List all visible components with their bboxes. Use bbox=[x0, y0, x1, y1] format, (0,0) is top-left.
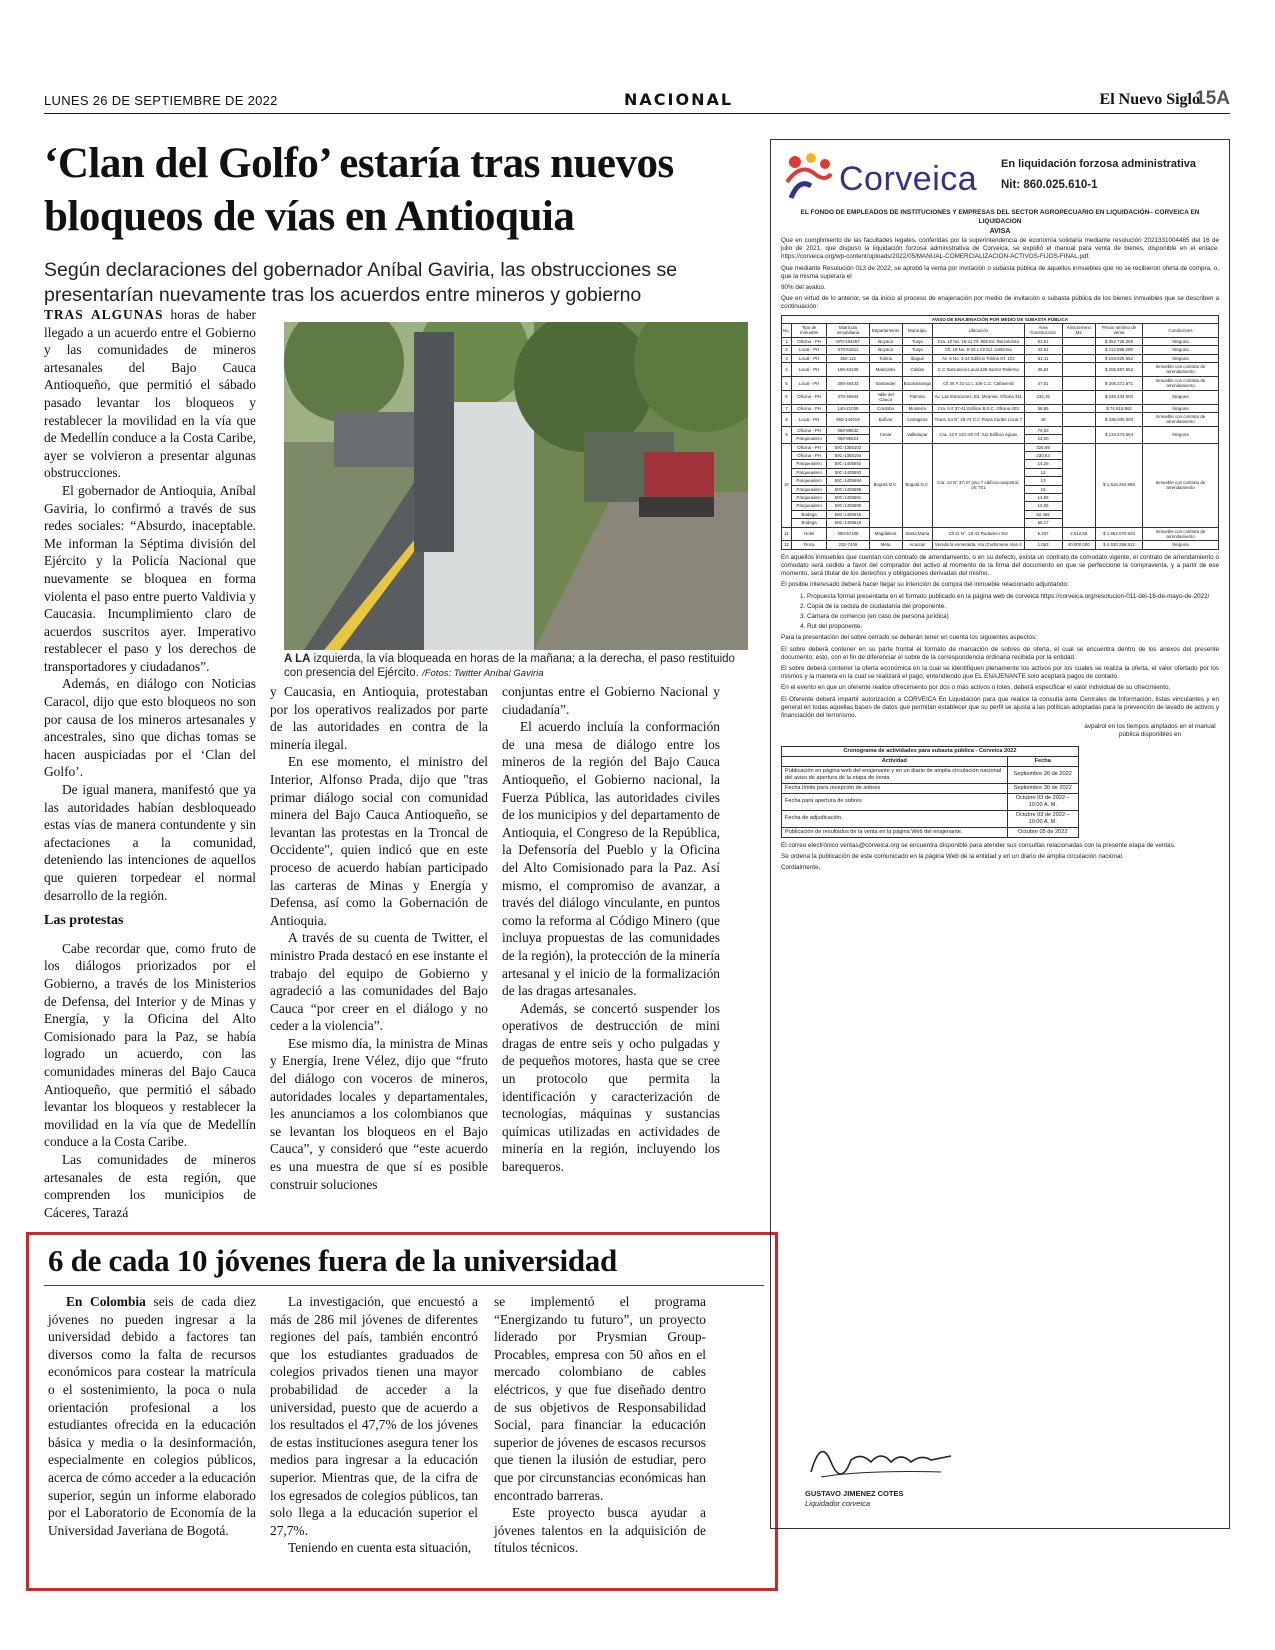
table-cell: Cesar bbox=[869, 426, 902, 443]
list-item: 4. Rut del proponente. bbox=[807, 623, 1219, 631]
table-cell: 74,63 bbox=[1024, 426, 1062, 434]
article-deck: Según declaraciones del gobernador Aníbal Gaviria, las obstrucciones se presentarían nuevamente tras los acuerdos entre mineros y gobierno bbox=[44, 259, 678, 306]
table-cell: 2 bbox=[782, 346, 792, 354]
table-cell: Hotel bbox=[791, 527, 827, 541]
table-cell: 050-95532 bbox=[827, 426, 869, 434]
table-cell: Santander bbox=[869, 376, 902, 390]
schedule-table: Cronograma de actividades para subasta pública - Corveica 2022 Actividad Fecha Publicación en página web del enajenante y en un diario de amplia circulación nacional del aviso de apertura de la etapa de venta Septiembre 26 de 2022 Fecha límite para recepción de sobres Septiembre 30 de 2022 Fecha para apertura de sobres Octubre 03 de 2022 – 10:00 A. M. Fecha de adjudicación. Octubre 03 de 2022 – 10:00 A. M. Publicación de resultados de la venta en la página Web del enajenante. Octubre 05 de 2022 bbox=[781, 746, 1079, 838]
paragraph: TRAS ALGUNAS horas de haber llegado a un acuerdo entre el Gobierno y las comunidades de mineros artesanales del Bajo Cauca Antioqueño, que permitió el sábado pasado levantar los bloqueos y restablecer la movilidad en la vía que de Medellín conduce a la Costa Caribe, ayer se volvieron a presentar algunas obstrucciones. bbox=[44, 307, 256, 481]
table-row bbox=[782, 346, 1219, 354]
table-cell: 50C-1355104 bbox=[827, 451, 869, 459]
table-cell: 5 bbox=[782, 376, 792, 390]
table-header-cell: Matrícula inmobiliaria bbox=[827, 324, 869, 338]
table-cell: 33,61 bbox=[1024, 346, 1062, 354]
article-column-3 bbox=[502, 683, 720, 1176]
table-cell: Cra. 6 # 37-41 Edificio B.S.C. Oficina 403 bbox=[932, 404, 1024, 412]
table-cell: 230,63 bbox=[1024, 451, 1062, 459]
table-cell: 50C-1405595 bbox=[827, 485, 869, 493]
table-cell: 080-57108 bbox=[827, 527, 869, 541]
table-cell: 50C-1405592 bbox=[827, 460, 869, 468]
table-cell: 14,55 bbox=[1024, 493, 1062, 501]
signer-role: Liquidador corveica bbox=[805, 1499, 871, 1508]
activity-cell: Fecha límite para recepción de sobres bbox=[782, 783, 1008, 793]
paragraph: De igual manera, manifestó que ya las autoridades habían desbloqueado estas vías de manera contundente y sin afectaciones a la comunidad, deteniendo las intenciones de aquellos que quieren torpedear el normal desarrollo de la región. bbox=[44, 782, 256, 903]
table-cell: Palmira bbox=[902, 390, 932, 404]
table-row bbox=[782, 354, 1219, 362]
table-header-cell: Precio mínimo de venta bbox=[1096, 324, 1143, 338]
table-cell: 13 bbox=[1024, 468, 1062, 476]
liquidation-status: En liquidación forzosa administrativa bbox=[1001, 158, 1196, 170]
road-blockade-photo bbox=[284, 322, 748, 650]
paragraph: Además, en diálogo con Noticias Caracol, dijo que esto bloqueos no son por causa de los mineros artesanales y ancestrales, sino que dichas tomas se hacen auspiciadas por el ‘Clan del Golfo’. bbox=[44, 676, 256, 780]
article2-column-2 bbox=[270, 1293, 478, 1557]
table-cell: Manizales bbox=[869, 363, 902, 377]
table-row bbox=[782, 766, 1079, 783]
activity-cell: Publicación en página web del enajenante y en un diario de amplia circulación nacional del aviso de apertura de la etapa de venta bbox=[782, 766, 1008, 783]
table-cell: Parqueadero bbox=[791, 435, 827, 443]
table-cell: 378-46844 bbox=[827, 390, 869, 404]
table-cell: $ 112.996.209 bbox=[1096, 346, 1143, 354]
paragraph: Teniendo en cuenta esta situación, bbox=[288, 1540, 472, 1556]
entity-name: EL FONDO DE EMPLEADOS DE INSTITUCIONES Y EMPRESAS DEL SECTOR AGROPECUARIO EN LIQUIDACIÓN– CORVEICA EN LIQUIDACION bbox=[800, 209, 1200, 225]
table-cell: Oficina - PH bbox=[791, 443, 827, 451]
table-cell: 50C-1405615 bbox=[827, 510, 869, 518]
table-cell: Oficina - PH bbox=[791, 451, 827, 459]
table-cell bbox=[1062, 426, 1096, 443]
table-cell: Santa Marta bbox=[902, 527, 932, 541]
table-row bbox=[782, 827, 1079, 837]
table-cell bbox=[1062, 412, 1096, 426]
list-item: 1. Propuesta formal presentada en el formato publicado en la página web de corveica https://corveica.org/resolucion-011-del-16-de-mayo-de-2022/ bbox=[807, 593, 1219, 601]
table-cell: 50C-1405594 bbox=[827, 477, 869, 485]
paragraph: En ese momento, el ministro del Interior, Alfonso Prada, dijo que "tras primar diálogo social con comunidad minera del Bajo Cauca Antioqueño, se levantan las protestas en la Troncal de Occidente", quien indicó que en este proceso de acuerdo habían participado las carteras de Minas y Energía y Defensa, así como la Gobernación de Antioquia. bbox=[270, 754, 488, 928]
corveica-logo: Corveica bbox=[839, 160, 978, 198]
table-cell: 47,51 bbox=[1024, 376, 1062, 390]
table-cell: Inmueble con contrato de arrendamiento bbox=[1142, 376, 1218, 390]
table-cell: $ 1.652.070.833 bbox=[1096, 527, 1143, 541]
table-cell: 50C-1405590 bbox=[827, 502, 869, 510]
table-cell bbox=[1062, 363, 1096, 377]
table-cell: Tolima bbox=[869, 354, 902, 362]
table-cell: Cll 36 # 31-11 L 106 C.C. Cañaveral bbox=[932, 376, 1024, 390]
table-cell: 60,17 bbox=[1024, 519, 1062, 527]
newspaper-brand: El Nuevo Siglo bbox=[1099, 91, 1200, 108]
table-cell: Bodega bbox=[791, 510, 827, 518]
table-cell: Av. Las Estaciones, Ed. Miramar, Oficina 311 bbox=[932, 390, 1024, 404]
table-cell: 50C-1355103 bbox=[827, 443, 869, 451]
date-cell: Septiembre 30 de 2022 bbox=[1007, 783, 1078, 793]
table-cell: Acacías bbox=[902, 541, 932, 549]
table-cell: 2.512,55 bbox=[1062, 527, 1096, 541]
table-header-cell: Municipio bbox=[902, 324, 932, 338]
paragraph: Cabe recordar que, como fruto de los diálogos priorizados por el Gobierno, a través de los Ministerios de Defensa, del Interior y de Minas y Energía, y la Oficina del Alto Comisionado para la Paz, se había logrado un acuerdo, con las comunidades mineras del Bajo Cauca Antioqueño, que permitió el sábado levantar los bloqueos y restablecer la movilidad en la vía que de Medellín conduce a la Costa Caribe. bbox=[44, 940, 256, 1150]
page-header bbox=[44, 90, 1230, 114]
table-header-cell: No. bbox=[782, 324, 792, 338]
table-cell: 232-7449 bbox=[827, 541, 869, 549]
ad-paragraph: El correo electrónico ventas@corveica.org se encuentra disponible para atender sus consultas relacionadas con la presente etapa de ventas. bbox=[781, 841, 1176, 849]
date-cell: Octubre 03 de 2022 – 10:00 A. M. bbox=[1007, 793, 1078, 810]
article-photo bbox=[284, 322, 748, 650]
table-cell: Córdoba bbox=[869, 404, 902, 412]
table-cell: 13 bbox=[1024, 477, 1062, 485]
paragraph: Ese mismo día, la ministra de Minas y Energía, Irene Vélez, dijo que “fruto del diálogo con voceros de mineros, autoridades locales y departamentales, les anunciamos a los colombianos que se levantan los bloqueos en el Bajo Cauca”, y consideró que “este acuerdo es una muestra de que sí es posible construir soluciones bbox=[270, 1035, 488, 1192]
table-cell: Ninguna bbox=[1142, 541, 1218, 549]
table-cell: Ninguna bbox=[1142, 404, 1218, 412]
paragraph: Además, se concertó suspender los operativos de destrucción de mini dragas de entre seis y ocho pulgadas y de pequeños motores, hasta que se cree un protocolo que permita la identificación y caracterización de tecnologías, máquinas y sustancias químicas utilizadas en actividades de minería en la región, incluyendo los barequeros. bbox=[502, 1000, 720, 1175]
table-cell: Meta bbox=[869, 541, 902, 549]
page-number: 15A bbox=[1195, 88, 1230, 109]
table-cell: Caldas bbox=[902, 363, 932, 377]
list-item: 2. Copia de la cedula de ciudadanía del proponente. bbox=[807, 603, 1219, 611]
subheading: Las protestas bbox=[44, 913, 124, 929]
table-cell: Local - PH bbox=[791, 346, 827, 354]
table-cell: Cra. 14 # 13C-60 Of. 311 Edificio Aguas bbox=[932, 426, 1024, 443]
table-cell: 50C-1405616 bbox=[827, 519, 869, 527]
table-row bbox=[782, 783, 1079, 793]
table-cell: Local - PH bbox=[791, 363, 827, 377]
table-cell: 61,11 bbox=[1024, 354, 1062, 362]
table-cell: 61,51 bbox=[1024, 337, 1062, 345]
table-row bbox=[782, 793, 1079, 810]
table-cell: Oficina - PH bbox=[791, 426, 827, 434]
paragraph: Las comunidades de mineros artesanales de esta región, que comprenden los municipios de Cáceres, Tarazá bbox=[44, 1151, 256, 1220]
table-title: AVISO DE ENAJENACIÓN POR MEDIO DE SUBASTA PÚBLICA bbox=[782, 315, 1219, 323]
table-cell: Bogotá D.C. bbox=[902, 443, 932, 527]
table-cell: Cra. 10 No. 16-11 Of. 805 Ed. Barcelonita bbox=[932, 337, 1024, 345]
table-cell: Finca bbox=[791, 541, 827, 549]
table-cell: 10 bbox=[782, 443, 792, 527]
table-cell: Cartagena bbox=[902, 412, 932, 426]
property-table bbox=[781, 315, 1219, 550]
issue-date: LUNES 26 DE SEPTIEMBRE DE 2022 bbox=[44, 93, 278, 108]
ad-paragraph: Se ordena la publicación de este comunicado en la página Web de la entidad y en un diario de amplia circulación nacional. bbox=[781, 852, 1124, 860]
article2-column-3 bbox=[494, 1293, 706, 1557]
paragraph: se implementó el programa “Energizando tu futuro”, un proyecto liderado por Prysmian Group- Procables, empresa con 50 años en el mercado colombiano de cables eléctricos, y que fue diseñado dentro de sus objetivos de Responsabilidad Social, para financiar la educación superior de jóvenes de escasos recursos que tienen la ilusión de estudiar, pero que por circunstancias económicas han encontrado barreras. bbox=[494, 1294, 706, 1503]
table-row bbox=[782, 426, 1219, 434]
table-cell: Parqueadero bbox=[791, 477, 827, 485]
ad-paragraph: avpalrol en los tiempos amplados en el manual pública disponibles en bbox=[1084, 723, 1216, 739]
ad-paragraph: Que en cumplimiento de las facultades legales, conferidas por la superintendencia de economía solidaria mediante resolución 2021331004485 del 16 de julio de 2021, que dispuso la liquidación forzosa administrativa de Corveica, se expidió el manual para venta de bienes, disponible en el enlace: https://corveica.org/wp-content/uploads/2022/05/MANUAL-COMERCIALIZACION-ACTIVOS-FIJOS-FINAL.pdf. bbox=[781, 237, 1219, 261]
article-column-1 bbox=[44, 306, 256, 1221]
table-cell: $ 4.530.256.912 bbox=[1096, 541, 1143, 549]
table-cell: $ 245.434.000 bbox=[1096, 390, 1143, 404]
table-cell bbox=[1062, 337, 1096, 345]
table-cell: 12,05 bbox=[1024, 502, 1062, 510]
table-cell: $ 206.271.571 bbox=[1096, 376, 1143, 390]
table-cell: Boyacá bbox=[869, 337, 902, 345]
table-cell: $ 206.357.652 bbox=[1096, 363, 1143, 377]
activity-cell: Fecha de adjudicación. bbox=[782, 810, 1008, 827]
ad-paragraph: En aquellos inmuebles que cuentan con contrato de arrendamiento, o en su defecto, exista un contrato de comodato vigente, el contrato de arrendamiento o comodato será cedido a favor del comprador del activo al momento de la firma del documento en que se perfeccione la compraventa, y a partir de ese momento, será titular de los derechos y obligaciones derivadas del mismo. bbox=[781, 553, 1219, 578]
photo-caption: A LA izquierda, la vía bloqueada en horas de la mañana; a la derecha, el paso restituido con presencia del Ejército. /Fotos: Twitter Aníbal Gaviria bbox=[284, 653, 735, 679]
ad-paragraph: Que en virtud de lo anterior, se da inicio al proceso de enajenación por medio de invitación o subasta pública de los bienes inmuebles que se describen a continuación: bbox=[781, 295, 1219, 311]
article2-headline: 6 de cada 10 jóvenes fuera de la universidad bbox=[48, 1243, 617, 1278]
table-row bbox=[782, 810, 1079, 827]
table-cell: 1 bbox=[782, 337, 792, 345]
table-cell: 12 bbox=[782, 541, 792, 549]
table-cell: 060-144019 bbox=[827, 412, 869, 426]
paragraph: conjuntas entre el Gobierno Nacional y ciudadanía”. bbox=[502, 684, 720, 717]
table-cell: Parqueadero bbox=[791, 502, 827, 510]
table-cell: 1.063 bbox=[1024, 541, 1062, 549]
table-cell: 4 bbox=[782, 363, 792, 377]
table-cell: 36,84 bbox=[1024, 363, 1062, 377]
table-cell bbox=[1062, 443, 1096, 527]
paragraph: El gobernador de Antioquia, Aníbal Gaviria, lo confirmó a través de sus redes sociales: “Absurdo, inaceptable. Me informan la Séptima división del Ejército y la Policía Nacional que nuevamente se bloquea en forma violenta el paso entre puerto Valdivia y Caucasia. Incumplimiento claro de acuerdos suscritos ayer. Imperativo restablecer el paso y los derechos de transportadores y ciudadanos”. bbox=[44, 482, 256, 674]
table-row bbox=[782, 337, 1219, 345]
table-cell: Local - PH bbox=[791, 376, 827, 390]
date-cell: Septiembre 26 de 2022 bbox=[1007, 766, 1078, 783]
ad-paragraph: Para la presentación del sobre cerrado se deberán tener en cuenta los siguientes aspectos: bbox=[781, 634, 1037, 642]
table-cell: Parqueadero bbox=[791, 493, 827, 501]
paragraph: El acuerdo incluía la conformación de una mesa de diálogo entre los mineros de la región del Bajo Cauca Antioqueño, el Gobierno nacional, la Fuerza Pública, las autoridades civiles de los municipios y del departamento de Antioquia, el Congreso de la República, la Defensoría del Pueblo y la Oficina del Alto Comisionado para la Paz. Así mismo, el compromiso de avanzar, a través del diálogo vinculante, en puntos como la reforma al Código Minero (que incluya propuestas de las comunidades de la región), la protección de la minería artesanal y el inicio de la formalización de las dragas artesanales. bbox=[502, 719, 720, 999]
schedule-title: Cronograma de actividades para subasta pública - Corveica 2022 bbox=[782, 746, 1079, 756]
table-cell: Oficina - PH bbox=[791, 337, 827, 345]
table-cell: 48 bbox=[1024, 412, 1062, 426]
table-cell: Montería bbox=[902, 404, 932, 412]
table-cell: Tunja bbox=[902, 337, 932, 345]
table-cell: Bogotá D.C. bbox=[869, 443, 902, 527]
corveica-logo-icon bbox=[781, 152, 835, 202]
table-row bbox=[782, 443, 1219, 451]
table-cell bbox=[1062, 346, 1096, 354]
table-cell: Vereda la esmeralda, Via Chichimene Alan 4 bbox=[932, 541, 1024, 549]
table-cell: 070-194267 bbox=[827, 337, 869, 345]
table-cell: Bucaramanga bbox=[902, 376, 932, 390]
table-cell: Tunja bbox=[902, 346, 932, 354]
table-cell: 3 bbox=[782, 354, 792, 362]
table-cell: 300-46433 bbox=[827, 376, 869, 390]
table-cell: 13,00 bbox=[1024, 435, 1062, 443]
table-cell: Parqueadero bbox=[791, 468, 827, 476]
paragraph: y Caucasia, en Antioquia, protestaban por los operativos realizados por parte de las autoridades en contra de la minería ilegal. bbox=[270, 684, 488, 752]
table-cell: 50C-1405593 bbox=[827, 468, 869, 476]
date-cell: Octubre 03 de 2022 – 10:00 A. M. bbox=[1007, 810, 1078, 827]
table-cell: 56,85 bbox=[1024, 404, 1062, 412]
activity-cell: Fecha para apertura de sobres bbox=[782, 793, 1008, 810]
table-cell: 62,466 bbox=[1024, 510, 1062, 518]
table-cell: Inmueble con contrato de arrendamiento bbox=[1142, 412, 1218, 426]
table-cell: Parqueadero bbox=[791, 460, 827, 468]
table-cell bbox=[1062, 354, 1096, 362]
table-cell: Trans. 54 N° 25-74 C.C Plaza Caribe Local 7 bbox=[932, 412, 1024, 426]
table-cell: Inmueble con contrato de arrendamiento bbox=[1142, 443, 1218, 527]
section-name: NACIONAL bbox=[624, 90, 734, 109]
ad-logo-block bbox=[781, 148, 1219, 204]
signer-name: GUSTAVO JIMENEZ COTES bbox=[805, 1489, 904, 1498]
paragraph: A través de su cuenta de Twitter, el ministro Prada destacó en ese instante el trabajo del equipo de Gobierno y agradeció a las comunidades del Bajo Cauca “por creer en el diálogo y no ceder a la violencia”. bbox=[270, 930, 488, 1034]
activity-cell: Publicación de resultados de la venta en la página Web del enajenante. bbox=[782, 827, 1008, 837]
table-cell: Magdalena bbox=[869, 527, 902, 541]
ad-paragraph: En el evento en que un oferente realice ofrecimiento por dos o más activos o lotes, deberá especificar el valor individual de su ofrecimiento. bbox=[781, 684, 1171, 692]
table-cell: 50C-1405591 bbox=[827, 493, 869, 501]
paragraph: En Colombia seis de cada diez jóvenes no pueden ingresar a la universidad debido a factores tan diversos como la falta de recursos económicos para costear la matrícula o el sostenimiento, la poca o nula orientación profesional a los estudiantes ofrecida en la educación básica y media o la desinformación, especialmente en colegios públicos, acerca de cómo acceder a la educación superior, según un informe elaborado por el Laboratorio de Economía de la Universidad Javeriana de Bogotá. bbox=[48, 1294, 256, 1538]
table-cell: Oficina - PH bbox=[791, 390, 827, 404]
ad-paragraph: El Oferente deberá impartir autorización a CORVEICA En Liquidación para que realice la consulta ante Centrales de Información, listas vinculantes y en general en todas aquellas bases de datos que permitan establecer que su perfil se ajusta a las políticas adoptadas para la prevención de lavado de activos y financiación del terrorismo. bbox=[781, 695, 1219, 720]
ad-paragraph: 90% del avalúo. bbox=[781, 284, 826, 292]
table-cell: 6 bbox=[782, 390, 792, 404]
photo-credit: /Fotos: Twitter Aníbal Gaviria bbox=[422, 668, 544, 679]
table-cell: 050-95524 bbox=[827, 435, 869, 443]
avisa-label: AVISA bbox=[989, 228, 1011, 235]
divider bbox=[44, 1285, 764, 1286]
table-cell: 232,15 bbox=[1024, 390, 1062, 404]
table-cell: 15 bbox=[1024, 485, 1062, 493]
table-cell: 14,25 bbox=[1024, 460, 1062, 468]
lead-in: En Colombia bbox=[66, 1294, 146, 1309]
ad-paragraph: Cordialmente, bbox=[781, 864, 821, 872]
table-cell: Bolívar bbox=[869, 412, 902, 426]
corveica-notice bbox=[770, 139, 1230, 1529]
table-cell: 7 bbox=[782, 404, 792, 412]
signature-image bbox=[801, 1432, 961, 1492]
table-row bbox=[782, 363, 1219, 377]
table-header-cell: Ubicación bbox=[932, 324, 1024, 338]
table-cell: C.C Sancancio Local 328 Sector Palermo bbox=[932, 363, 1024, 377]
table-cell: Ninguna bbox=[1142, 390, 1218, 404]
table-cell: Ninguna bbox=[1142, 337, 1218, 345]
table-row bbox=[782, 541, 1219, 549]
date-cell: Octubre 05 de 2022 bbox=[1007, 827, 1078, 837]
table-cell: Local - PH bbox=[791, 354, 827, 362]
ad-paragraph: El posible interesado deberá hacer llegar su intención de compra del inmueble relacionado adjuntando: bbox=[781, 581, 1069, 589]
table-cell: 9 bbox=[782, 426, 792, 443]
table-cell: Ninguna bbox=[1142, 346, 1218, 354]
table-cell: $ 74.615.962 bbox=[1096, 404, 1143, 412]
table-cell: 326,68 bbox=[1024, 443, 1062, 451]
table-cell: Oficina - PH bbox=[791, 404, 827, 412]
requirements-list bbox=[807, 593, 1219, 632]
paragraph: Este proyecto busca ayudar a jóvenes talentos en la adquisición de títulos técnicos. bbox=[494, 1505, 706, 1556]
table-cell: Boyacá bbox=[869, 346, 902, 354]
table-row bbox=[782, 412, 1219, 426]
ad-paragraph: El sobre deberá contener la oferta económica en la cual se identifiquen plenamente los activos por los cuales se realiza la oferta, el valor ofertado por los mismos y la manera en la cual se realizará el pago, entendiendo que EL ENAJENANTE solo aceptará pagos de contado. bbox=[781, 665, 1219, 681]
paragraph: La investigación, que encuestó a más de 286 mil jóvenes de diferentes regiones del país, también encontró que los estudiantes graduados de colegios privados tienen una mayor probabilidad de acceder a la universidad, puesto que de acuerdo a los resultados el 47,7% de los jóvenes de estas instituciones asegura tener los medios para ingresar a la educación superior. Mientras que, de la cifra de los egresados de colegios públicos, tan solo llega a la educación superior el 27,7%. bbox=[270, 1294, 478, 1538]
table-cell bbox=[1062, 404, 1096, 412]
table-cell: Local - PH bbox=[791, 412, 827, 426]
table-cell: $ 1.616.254.995 bbox=[1096, 443, 1143, 527]
article-column-2 bbox=[270, 683, 488, 1193]
table-header-cell: Área Construcción bbox=[1024, 324, 1062, 338]
table-cell: 8 bbox=[782, 412, 792, 426]
table-cell: Cra. 13 N° 37-37 piso 7 edificio cavipetrol, ofc 701 bbox=[932, 443, 1024, 527]
table-cell: 5.337 bbox=[1024, 527, 1062, 541]
table-cell: 100-43109 bbox=[827, 363, 869, 377]
table-header-cell: Área terreno M2 bbox=[1062, 324, 1096, 338]
table-cell: 350-113 bbox=[827, 354, 869, 362]
ad-paragraph: Que mediante Resolución 013 de 2022, se aprobó la venta por invitación o subasta pública de aquellos inmuebles que no se recibieron oferta de compra, o, que la misma superara el bbox=[781, 264, 1219, 280]
table-cell: 140-21038 bbox=[827, 404, 869, 412]
nit-number: Nit: 860.025.610-1 bbox=[1001, 179, 1098, 191]
table-cell: $ 352.728.259 bbox=[1096, 337, 1143, 345]
lead-in: TRAS ALGUNAS bbox=[44, 307, 164, 322]
table-cell: Cll 11 N°. 18-43 Rodadero Sur bbox=[932, 527, 1024, 541]
table-cell: Parqueadero bbox=[791, 485, 827, 493]
table-cell: Ninguna bbox=[1142, 426, 1218, 443]
article2-column-1 bbox=[48, 1293, 256, 1539]
table-cell: Ninguna bbox=[1142, 354, 1218, 362]
table-cell: Av. 5 No. 3-14 Edificio Tolima Of. 101 bbox=[932, 354, 1024, 362]
table-header-cell: Departamento bbox=[869, 324, 902, 338]
article-headline: ‘Clan del Golfo’ estaría tras nuevos bloqueos de vías en Antioquia bbox=[44, 140, 674, 240]
table-cell: Inmueble con contrato de arrendamiento bbox=[1142, 363, 1218, 377]
table-header-cell: Tipo de inmueble bbox=[791, 324, 827, 338]
table-row bbox=[782, 376, 1219, 390]
table-cell bbox=[1062, 376, 1096, 390]
table-row bbox=[782, 404, 1219, 412]
table-cell: Inmueble con contrato de arrendamiento bbox=[1142, 527, 1218, 541]
table-cell: $ 193.826.652 bbox=[1096, 354, 1143, 362]
list-item: 3. Cámara de comercio (en caso de persona jurídica) bbox=[807, 613, 1219, 621]
table-cell: 11 bbox=[782, 527, 792, 541]
table-cell bbox=[1062, 390, 1096, 404]
table-row bbox=[782, 527, 1219, 541]
ad-paragraph: El sobre deberá contener en su parte frontal el formato de marcación de sobres de oferta, el cual se encuentra dentro de los anexos del presente documento; esto, con el fin de diferenciar el sobre de la correspondencia ordinaria recibida por la entidad. bbox=[781, 645, 1219, 661]
table-cell: Ibagué bbox=[902, 354, 932, 362]
table-cell: 40.000.000 bbox=[1062, 541, 1096, 549]
table-cell: $ 134.573.564 bbox=[1096, 426, 1143, 443]
table-cell: Cll. 19 No. 9-43 L 02 Ed. california bbox=[932, 346, 1024, 354]
table-header-row bbox=[782, 324, 1219, 338]
table-cell: Valledupar bbox=[902, 426, 932, 443]
table-cell: $ 336.000.000 bbox=[1096, 412, 1143, 426]
table-header-cell: Condiciones bbox=[1142, 324, 1218, 338]
table-cell: Bodega bbox=[791, 519, 827, 527]
table-cell: Valle del Cauca bbox=[869, 390, 902, 404]
table-cell: 070-51811 bbox=[827, 346, 869, 354]
table-row bbox=[782, 390, 1219, 404]
